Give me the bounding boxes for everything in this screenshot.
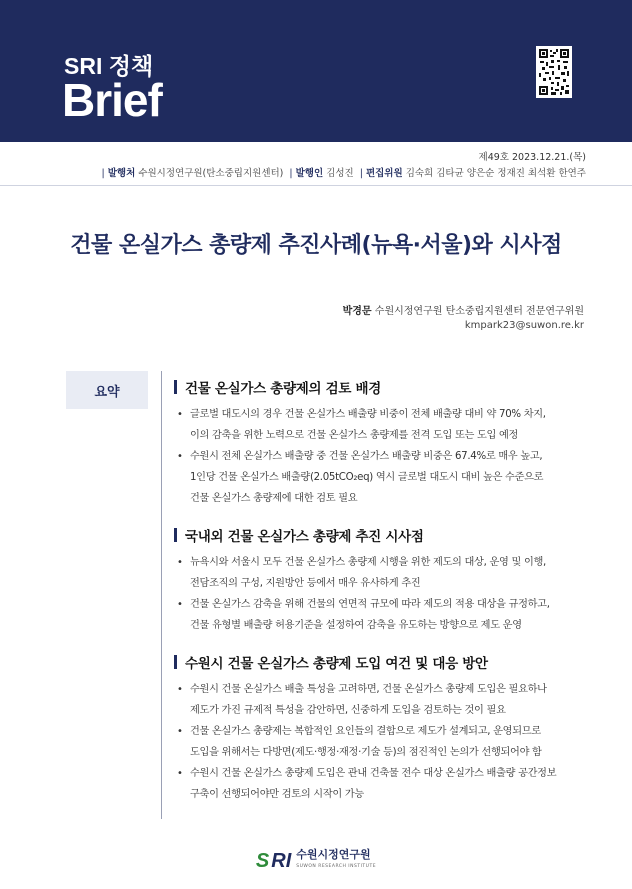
section-heading (174, 524, 594, 546)
brand-title: SRI 정책 (64, 53, 154, 79)
logo-name: 수원시정연구원 (296, 848, 371, 861)
bullet-line: 건물 유형별 배출량 허용기준을 설정하여 감축을 유도하는 방향으로 제도 운영 (190, 620, 522, 631)
bullet-line: 뉴욕시와 서울시 모두 건물 온실가스 총량제 시행을 위한 제도의 대상, 운영 및 이행, (190, 557, 546, 568)
issuer-label: 발행인 (295, 168, 324, 179)
brand-brief: Brief (62, 74, 162, 126)
section-2 (174, 524, 594, 636)
divider (0, 185, 632, 186)
sri-logo (256, 849, 376, 873)
logo-s: S (255, 849, 270, 872)
author-affiliation: 수원시정연구원 탄소중립지원센터 전문연구위원 (374, 306, 584, 317)
list-item: • 수원시 건물 온실가스 총량제 도입은 관내 건축물 전수 대상 온실가스 배출량 공간정보 구축이 선행되어야만 검토의 시작이 가능 (177, 768, 557, 800)
heading-bar (174, 380, 177, 394)
bullet-line: 건물 온실가스 총량제에 대한 검토 필요 (190, 493, 358, 504)
list-item: • 수원시 전체 온실가스 배출량 중 건물 온실가스 배출량 비중은 67.4%로 매우 높고, 1인당 건물 온실가스 배출량(2.05tCO₂eq) 역시 글로벌 대도시 대비 높은 수준으로 건물 온실가스 총량제에 대한 검토 필요 (177, 451, 544, 504)
bullet-line: 건물 온실가스 감축을 위해 건물의 연면적 규모에 따라 제도의 적용 대상을 규정하고, (190, 599, 550, 610)
section-3 (174, 651, 594, 805)
heading-bar (174, 655, 177, 669)
bullet-line: 도입을 위해서는 다방면(제도·행정·재정·기술 등)의 점진적인 논의가 선행되어야 함 (190, 747, 542, 758)
summary-divider (161, 371, 162, 819)
logo-text (296, 849, 376, 873)
section-1 (174, 376, 594, 509)
bullet-line: 글로벌 대도시의 경우 건물 온실가스 배출량 비중이 전체 배출량 대비 약 70% 차지, (190, 409, 546, 420)
list-item: • 글로벌 대도시의 경우 건물 온실가스 배출량 비중이 전체 배출량 대비 약 70% 차지, 이의 감축을 위한 노력으로 건물 온실가스 총량제를 전격 도입 또는 도입 예정 (177, 409, 546, 441)
list-item: • 건물 온실가스 감축을 위해 건물의 연면적 규모에 따라 제도의 적용 대상을 규정하고, 건물 유형별 배출량 허용기준을 설정하여 감축을 유도하는 방향으로 제도 운영 (177, 599, 550, 631)
bullet-line: 전담조직의 구성, 지원방안 등에서 매우 유사하게 추진 (190, 578, 421, 589)
bullet-list (174, 404, 594, 509)
bullet-line: 수원시 건물 온실가스 배출 특성을 고려하면, 건물 온실가스 총량제 도입은 필요하나 (190, 684, 547, 695)
logo-ri: RI (271, 849, 292, 872)
publisher: 수원시정연구원(탄소중립지원센터) (138, 168, 284, 179)
bullet-line: 구축이 선행되어야만 검토의 시작이 가능 (190, 789, 364, 800)
issue-info: 제49호 2023.12.21.(목) (478, 152, 586, 163)
issuer: 김성진 (326, 168, 354, 179)
author-line (343, 302, 584, 317)
publisher-label: 발행처 (107, 168, 136, 179)
author-email[interactable]: kmpark23@suwon.re.kr (464, 320, 584, 331)
staff-line: | 발행처 수원시정연구원(탄소중립지원센터) | 발행인 김성진 | 편집위원 김숙희 김타균 양은순 정재진 최석환 한연주 (101, 168, 586, 179)
list-item: • 뉴욕시와 서울시 모두 건물 온실가스 총량제 시행을 위한 제도의 대상, 운영 및 이행, 전담조직의 구성, 지원방안 등에서 매우 유사하게 추진 (177, 557, 546, 589)
bullet-list (174, 552, 594, 636)
section-heading-text: 국내외 건물 온실가스 총량제 추진 시사점 (185, 529, 424, 545)
bullet-line: 1인당 건물 온실가스 배출량(2.05tCO₂eq) 역시 글로벌 대도시 대비 높은 수준으로 (190, 472, 544, 483)
bullet-line: 제도가 가진 규제적 특성을 감안하면, 신중하게 도입을 검토하는 것이 필요 (190, 705, 506, 716)
section-heading-text: 수원시 건물 온실가스 총량제 도입 여건 및 대응 방안 (185, 656, 488, 672)
section-heading (174, 376, 594, 398)
bullet-list (174, 679, 594, 805)
header-banner (0, 0, 632, 142)
summary-label: 요약 (66, 371, 148, 409)
editors-label: 편집위원 (365, 168, 403, 179)
section-heading-text: 건물 온실가스 총량제의 검토 배경 (185, 381, 381, 397)
bullet-line: 수원시 건물 온실가스 총량제 도입은 관내 건축물 전수 대상 온실가스 배출량 공간정보 (190, 768, 557, 779)
bullet-line: 건물 온실가스 총량제는 복합적인 요인들의 결합으로 제도가 설계되고, 운영되므로 (190, 726, 541, 737)
bullet-line: 수원시 전체 온실가스 배출량 중 건물 온실가스 배출량 비중은 67.4%로 매우 높고, (190, 451, 543, 462)
list-item: • 수원시 건물 온실가스 배출 특성을 고려하면, 건물 온실가스 총량제 도입은 필요하나 제도가 가진 규제적 특성을 감안하면, 신중하게 도입을 검토하는 것이 필요 (177, 684, 547, 716)
author-name: 박경문 (342, 306, 372, 317)
heading-bar (174, 528, 177, 542)
qr-code-icon[interactable] (536, 46, 572, 98)
section-heading (174, 651, 594, 673)
footer-logo (0, 849, 632, 873)
logo-sub: SUWON RESEARCH INSTITUTE (296, 864, 377, 869)
document-title: 건물 온실가스 총량제 추진사례(뉴욕·서울)와 시사점 (70, 233, 562, 258)
list-item: • 건물 온실가스 총량제는 복합적인 요인들의 결합으로 제도가 설계되고, 운영되므로 도입을 위해서는 다방면(제도·행정·재정·기술 등)의 점진적인 논의가 선행되어야 함 (177, 726, 542, 758)
bullet-line: 이의 감축을 위한 노력으로 건물 온실가스 총량제를 전격 도입 또는 도입 예정 (190, 430, 519, 441)
editors: 김숙희 김타균 양은순 정재진 최석환 한연주 (405, 168, 586, 179)
